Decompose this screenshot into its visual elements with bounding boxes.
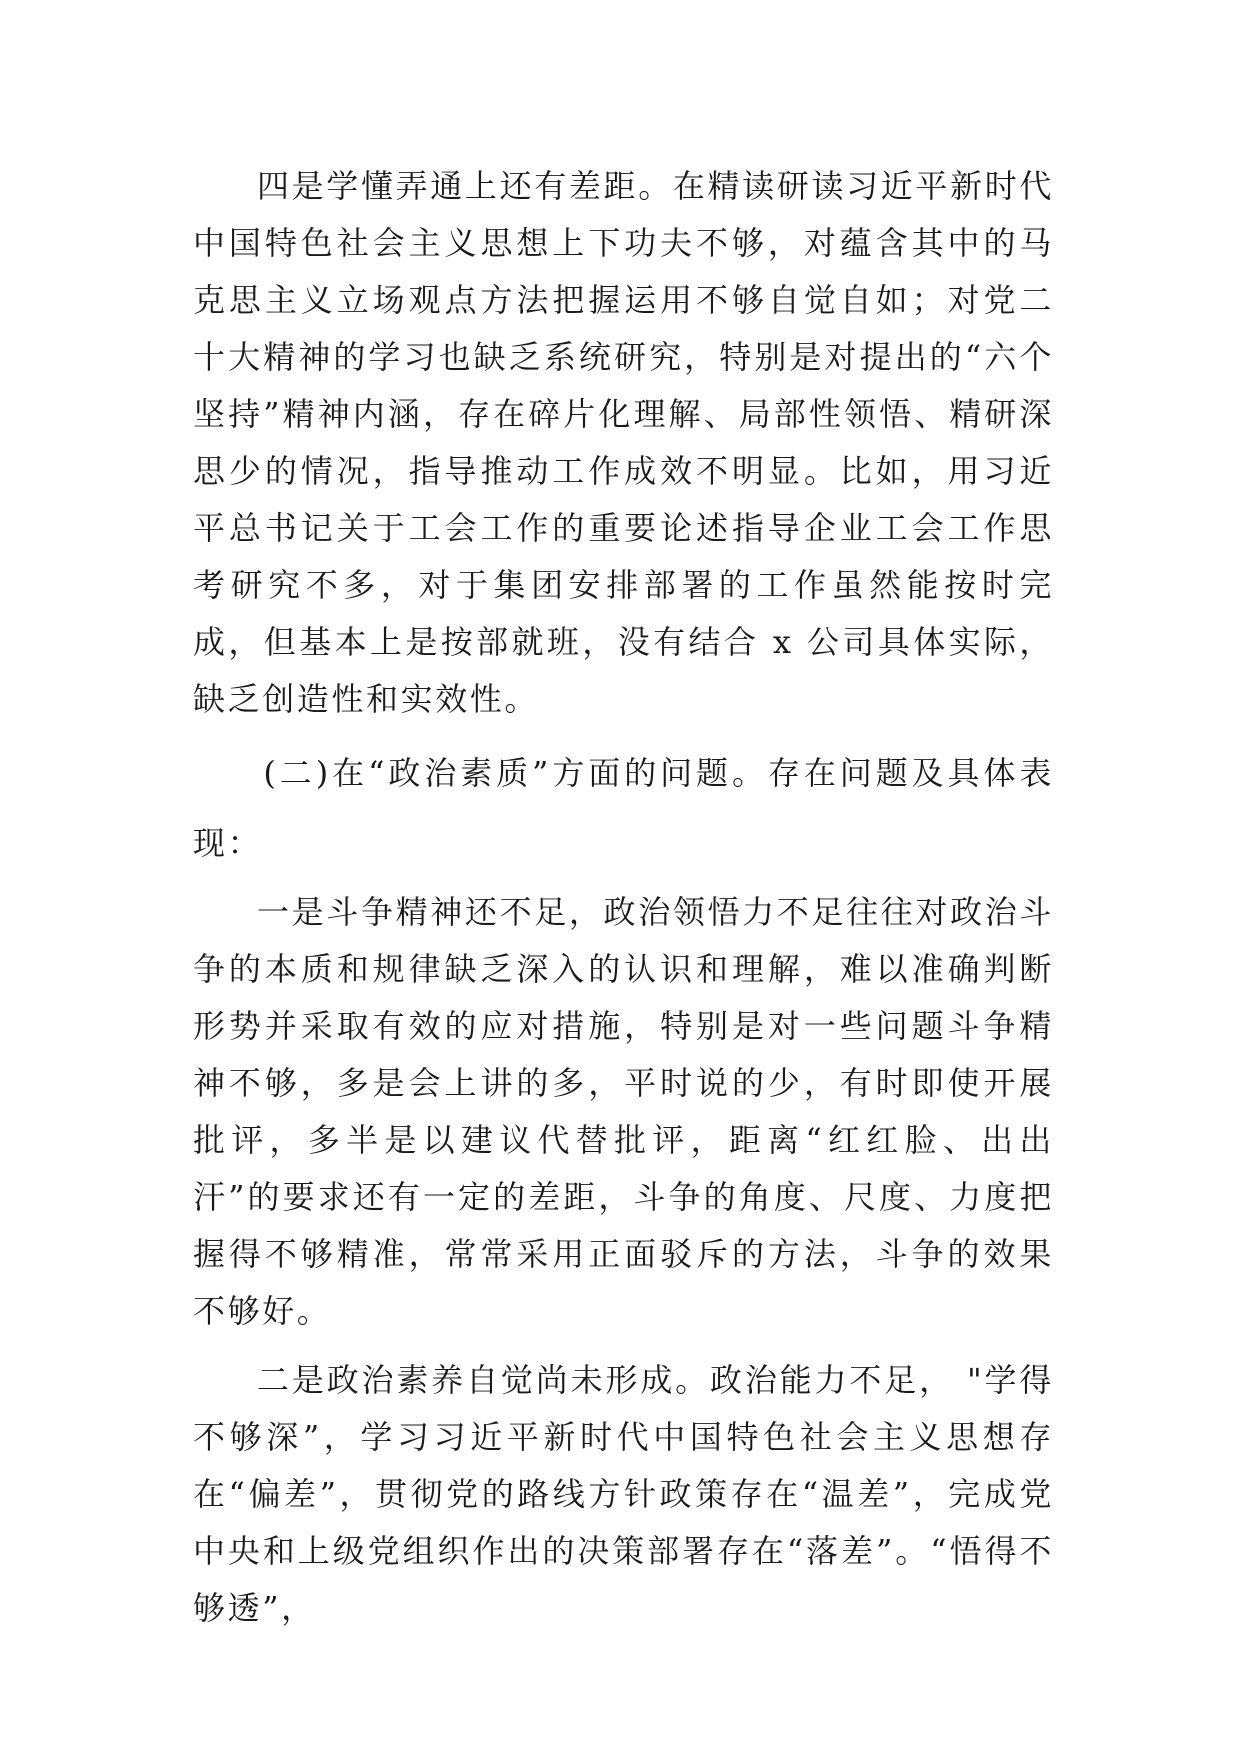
paragraph-struggle-spirit: 一是斗争精神还不足，政治领悟力不足往往对政治斗争的本质和规律缺乏深入的认识和理解，难以准确判断形势并采取有效的应对措施，特别是对一些问题斗争精神不够，多是会上讲的多，平时说的少，有时即使开展批评，多半是以建议代替批评，距离“红红脸、出出汗”的要求还有一定的差距，斗争的角度、尺度、力度把握得不够精准，常常采用正面驳斥的方法，斗争的效果不够好。 (193, 893, 1054, 1330)
paragraph-political-literacy: 二是政治素养自觉尚未形成。政治能力不足， "学得不够深”，学习习近平新时代中国特色社会主义思想存在“偏差”，贯彻党的路线方针政策存在“温差”，完成党中央和上级党组织作出的决策部署存在“落差”。“悟得不够透”， (193, 1361, 1054, 1627)
paragraph-learning-gap: 四是学懂弄通上还有差距。在精读研读习近平新时代中国特色社会主义思想上下功夫不够，对蕴含其中的马克思主义立场观点方法把握运用不够自觉自如；对党二十大精神的学习也缺乏系统研究，特别是对提出的“六个坚持”精神内涵，存在碎片化理解、局部性领悟、精研深思少的情况，指导推动工作成效不明显。比如，用习近平总书记关于工会工作的重要论述指导企业工会工作思考研究不多，对于集团安排部署的工作虽然能按时完成，但基本上是按部就班，没有结合 x 公司具体实际，缺乏创造性和实效性。 (193, 167, 1054, 718)
section-heading-political-quality: (二)在“政治素质”方面的问题。存在问题及具体表现： (193, 754, 1054, 862)
document-body (193, 158, 1054, 1637)
